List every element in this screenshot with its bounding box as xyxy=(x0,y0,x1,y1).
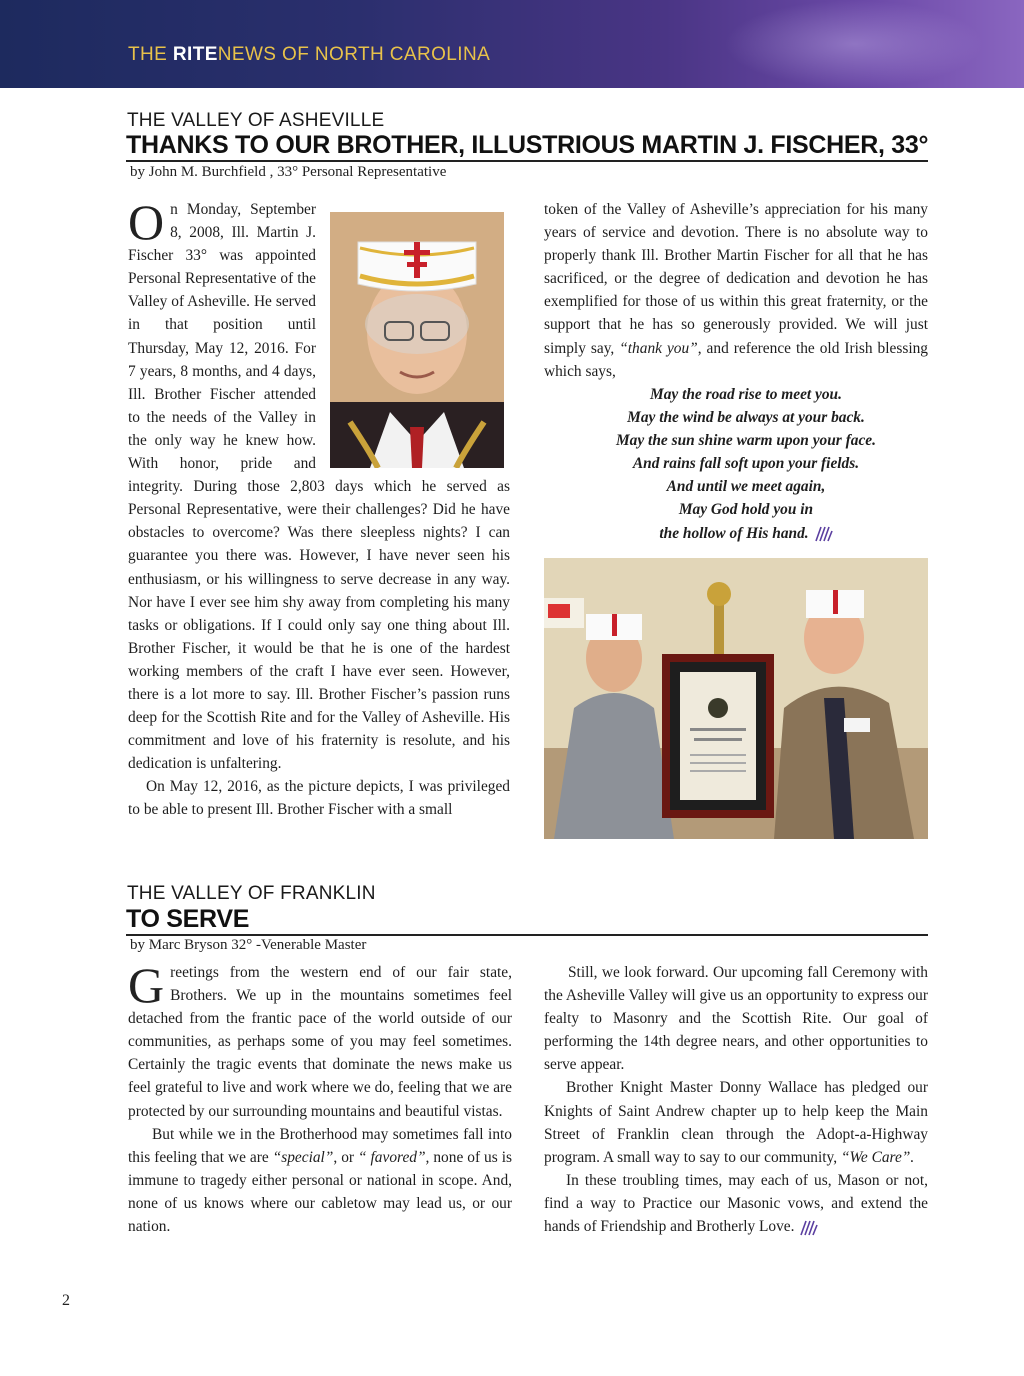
article2-paragraph-1: reetings from the western end of our fair state, Brothers. We up in the mountains sometimes feel detached from the frantic pace of the world outside of our communities, as perhaps some of you may feel sometimes. Certainly the tragic events that dominate the news make us feel grateful to live and work where we do, feeling that we are protected by our surrounding mountains and beautiful vistas. xyxy=(128,964,512,1120)
article1-byline: by John M. Burchfield , 33° Personal Representative xyxy=(130,164,447,180)
poem-line: And rains fall soft upon your fields. xyxy=(632,455,860,473)
article2-title: TO SERVE xyxy=(126,905,250,933)
end-mark-icon xyxy=(800,1220,818,1236)
article2-byline: by Marc Bryson 32° -Venerable Master xyxy=(130,937,367,953)
banner-glow xyxy=(724,0,984,88)
article1-paragraph-3a: token of the Valley of Asheville’s appreciation for his many years of service and devotion. There is no absolute way to properly thank Ill. Brother Martin Fischer for all that he has sacrificed, or the degree of dedication and devotion he has exemplified for those of us within this great fraternity, or the support that he has so generously provided. We will just simply say, xyxy=(544,201,928,357)
header-banner xyxy=(0,0,1024,88)
poem-line: May the road rise to meet you. xyxy=(650,386,842,403)
article1-rule xyxy=(126,160,928,162)
poem-line: And until we meet again, xyxy=(666,478,826,496)
article2-paragraph-3: Still, we look forward. Our upcoming fall Ceremony with the Asheville Valley will give us an opportunity to express our fealty to Masonry and the Scottish Rite. Our goal of performing the 14th degree nears, and other opportunities to serve appear. xyxy=(544,964,928,1074)
publication-title: THE RITENEWS OF NORTH CAROLINA xyxy=(128,44,491,65)
poem-line: the hollow of His hand. xyxy=(659,524,809,542)
article2-paragraph-2-or: , or xyxy=(333,1148,358,1166)
article2-paragraph-2a: But while we in the Brotherhood may sometimes fall into this feeling that we are xyxy=(128,1125,512,1166)
article1-kicker: THE VALLEY OF ASHEVILLE xyxy=(127,110,385,131)
end-mark-icon xyxy=(815,526,833,542)
portrait-illustration xyxy=(330,212,504,468)
article1-left-column xyxy=(128,194,510,822)
article2-left-column xyxy=(128,957,512,1238)
article2-kicker: THE VALLEY OF FRANKLIN xyxy=(127,883,376,904)
poem-line: May God hold you in xyxy=(678,501,814,519)
poem-line: May the wind be always at your back. xyxy=(627,409,865,427)
article2-paragraph-5: In these troubling times, may each of us, Mason or not, find a way to Practice our Masonic vows, and extend the hands of Friendship and Brotherly Love. xyxy=(544,1171,928,1236)
article1-right-column xyxy=(544,198,928,383)
article2-drop-cap: G xyxy=(128,957,165,1013)
award-presentation-photo xyxy=(544,558,928,839)
article2-paragraph-2b: none of us is immune to tragedy either personal or national in scope. And, none of us knows where our cabletow may lead us, or our nation. xyxy=(128,1148,512,1236)
article1-drop-cap: O xyxy=(128,194,165,250)
article1-title: THANKS TO OUR BROTHER, ILLUSTRIOUS MARTIN J. FISCHER, 33° xyxy=(126,131,929,159)
poem-line: May the sun shine warm upon your face. xyxy=(616,432,876,450)
irish-blessing-poem xyxy=(544,383,948,545)
article2-right-column xyxy=(544,961,928,1238)
poem-line-last xyxy=(544,522,948,545)
article1-paragraph-3b: , and reference the old Irish blessing which says, xyxy=(544,339,928,380)
article2-paragraph-4a: Brother Knight Master Donny Wallace has pledged our Knights of Saint Andrew chapter up to help keep the Main Street of Franklin clean through the Adopt-a-Highway program. A small way to say to our community, xyxy=(544,1079,928,1166)
article1-paragraph-2: On May 12, 2016, as the picture depicts, I was privileged to be able to present Ill. Brother Fischer with a small xyxy=(128,778,510,819)
page-number: 2 xyxy=(62,1292,70,1309)
article2-special-quote: “special” xyxy=(272,1148,334,1166)
award-presentation-illustration xyxy=(544,558,928,839)
article1-paragraph-1: n Monday, September 8, 2008, Ill. Martin J. Fischer 33° was appointed Personal Representative of the Valley of Asheville. He served in that position until Thursday, May 12, 2016. For 7 years, 8 months, and 4 days, Ill. Brother Fischer attended to the needs of the Valley in the only way he knew how. With honor, pride and integrity. During those 2,803 days which he served as Personal Representative, were their challenges? Did he have obstacles to overcome? Was there sleepless nights? I can guarantee you there was. However, I have never seen his enthusiasm, or his willingness to serve decrease in any way. Nor have I ever see him shy away from completing his many tasks or obligations. If I could only say one thing about Ill. Brother Fischer, it would be that he is one of the hardest working members of the craft I have ever seen. However, there is a lot more to say. Ill. Brother Fischer’s passion runs deep for the Scottish Rite and for the Valley of Asheville. His commitment and love of his fraternity is resolute, and his dedication is unfaltering. xyxy=(128,201,510,773)
article1-thank-you-quote: “thank you” xyxy=(619,339,698,357)
article2-we-care-quote: “We Care”. xyxy=(840,1148,915,1166)
portrait-photo xyxy=(330,212,504,468)
article2-rule xyxy=(126,934,928,936)
article2-favored-quote: “ favored”, xyxy=(358,1148,430,1166)
